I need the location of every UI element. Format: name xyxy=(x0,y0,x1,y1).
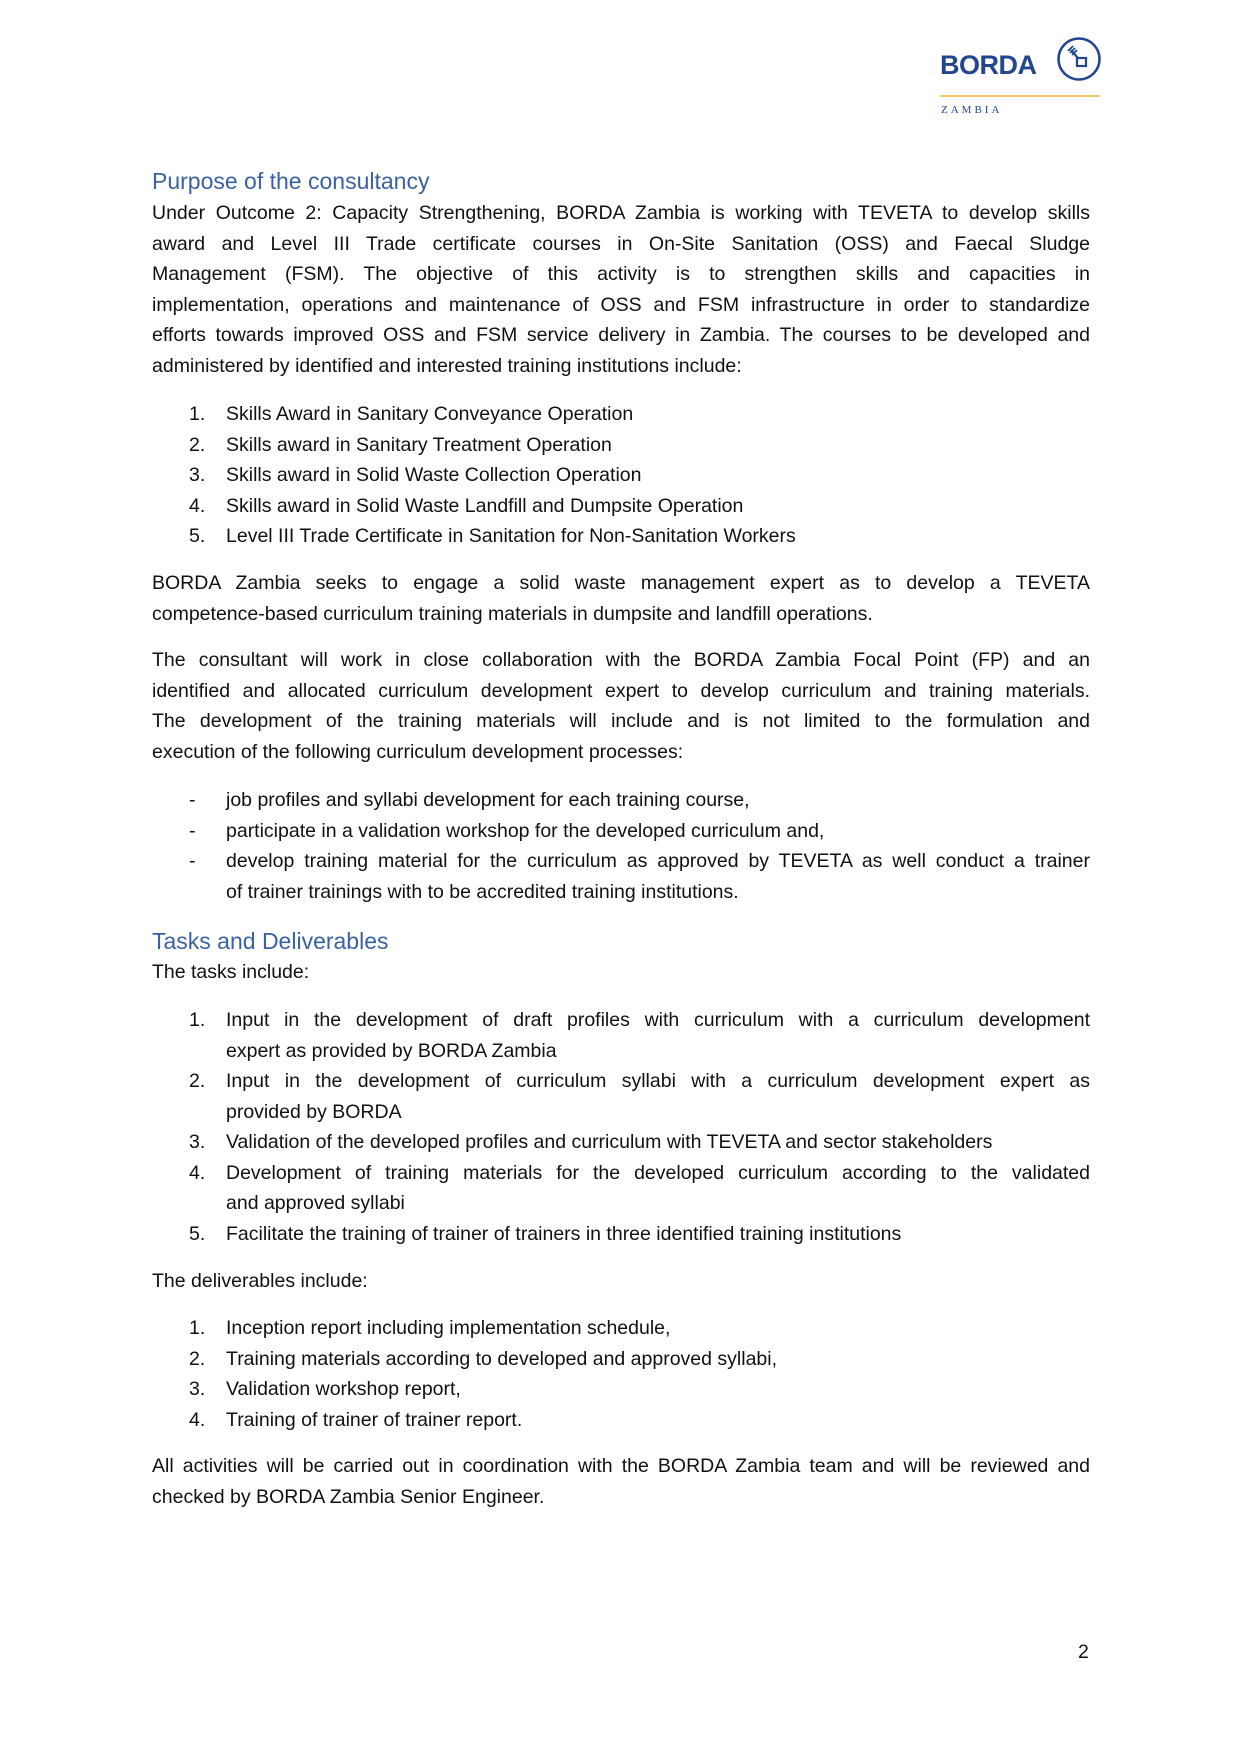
paragraph-line: The consultant will work in close collaboration with the BORDA Zambia Focal Point (FP) and an xyxy=(152,649,1090,671)
logo-divider xyxy=(940,95,1100,97)
list-item-text: Validation of the developed profiles and curriculum with TEVETA and sector stakeholders xyxy=(226,1131,993,1153)
list-item xyxy=(152,1344,1090,1375)
paragraph-line: The development of the training materials will include and is not limited to the formulation and xyxy=(152,710,1090,732)
processes-list xyxy=(152,785,1090,907)
tasks-list xyxy=(152,1005,1090,1249)
section-heading-tasks: Tasks and Deliverables xyxy=(152,928,389,954)
list-item xyxy=(152,491,1090,522)
list-item xyxy=(152,1374,1090,1405)
list-item xyxy=(152,399,1090,430)
paragraph-line: award and Level III Trade certificate courses in On-Site Sanitation (OSS) and Faecal Sludge xyxy=(152,232,1090,255)
list-item-text: participate in a validation workshop for the developed curriculum and, xyxy=(226,819,825,842)
list-item-text: develop training material for the curriculum as approved by TEVETA as well conduct a trainer xyxy=(226,850,1090,872)
list-number: 3. xyxy=(189,1131,206,1153)
list-item xyxy=(152,1405,1090,1436)
list-item-text: Training materials according to developed and approved syllabi, xyxy=(226,1347,778,1370)
list-item xyxy=(152,521,1090,552)
list-item-text: expert as provided by BORDA Zambia xyxy=(226,1039,557,1062)
borda-circle-brush-icon xyxy=(1056,36,1102,82)
list-number: 4. xyxy=(189,1161,206,1184)
list-item xyxy=(152,1066,1090,1127)
list-number: 2. xyxy=(189,1347,206,1370)
list-item xyxy=(152,460,1090,491)
paragraph-line: BORDA Zambia seeks to engage a solid waste management expert as to develop a TEVETA xyxy=(152,572,1090,594)
courses-list xyxy=(152,399,1090,552)
list-number: 4. xyxy=(189,494,206,517)
list-item-text: and approved syllabi xyxy=(226,1192,405,1214)
logo-wordmark: BORDA xyxy=(940,50,1037,80)
list-number: 5. xyxy=(189,1222,206,1245)
list-item xyxy=(152,1158,1090,1219)
list-number: 1. xyxy=(189,1009,206,1031)
list-item-text: Validation workshop report, xyxy=(226,1378,461,1400)
paragraph-line: identified and allocated curriculum development expert to develop curriculum and training materials. xyxy=(152,679,1090,702)
list-item xyxy=(152,785,1090,816)
list-item xyxy=(152,1219,1090,1250)
list-item-text: Level III Trade Certificate in Sanitation for Non-Sanitation Workers xyxy=(226,525,796,547)
list-item-text: Development of training materials for the developed curriculum according to the validated xyxy=(226,1161,1090,1184)
list-item-text: Training of trainer of trainer report. xyxy=(226,1408,523,1431)
list-number: 2. xyxy=(189,433,206,456)
paragraph-line: execution of the following curriculum development processes: xyxy=(152,740,684,763)
list-item-text: Inception report including implementation schedule, xyxy=(226,1317,671,1339)
list-item-text: Skills Award in Sanitary Conveyance Operation xyxy=(226,403,634,425)
deliverables-intro: The deliverables include: xyxy=(152,1270,368,1292)
section-heading-purpose: Purpose of the consultancy xyxy=(152,168,430,194)
paragraph-line: Management (FSM). The objective of this activity is to strengthen skills and capacities in xyxy=(152,263,1090,285)
list-number: 1. xyxy=(189,1317,206,1339)
engage-paragraph xyxy=(152,568,1090,629)
paragraph-line: checked by BORDA Zambia Senior Engineer. xyxy=(152,1485,545,1508)
paragraph-line: Under Outcome 2: Capacity Strengthening, BORDA Zambia is working with TEVETA to develop skills xyxy=(152,202,1090,224)
page-number: 2 xyxy=(1078,1641,1089,1663)
list-item-text: Skills award in Sanitary Treatment Operation xyxy=(226,433,612,456)
list-item-text: Skills award in Solid Waste Landfill and Dumpsite Operation xyxy=(226,494,744,517)
list-item xyxy=(152,1127,1090,1158)
paragraph-line: administered by identified and interested training institutions include: xyxy=(152,354,742,377)
deliverables-list xyxy=(152,1313,1090,1435)
dash-bullet: - xyxy=(189,789,196,811)
list-item-text: of trainer trainings with to be accredited training institutions. xyxy=(226,880,739,903)
list-item-text: provided by BORDA xyxy=(226,1100,402,1123)
list-item xyxy=(152,430,1090,461)
logo-subtitle: ZAMBIA xyxy=(941,104,1003,116)
list-item-text: Facilitate the training of trainer of trainers in three identified training institutions xyxy=(226,1222,902,1245)
list-number: 3. xyxy=(189,1378,206,1400)
borda-zambia-logo xyxy=(938,34,1108,124)
list-item-text: job profiles and syllabi development for each training course, xyxy=(226,789,750,811)
list-item xyxy=(152,816,1090,847)
list-item xyxy=(152,846,1090,907)
paragraph-line: competence-based curriculum training materials in dumpsite and landfill operations. xyxy=(152,602,873,625)
tasks-intro: The tasks include: xyxy=(152,961,310,983)
list-number: 5. xyxy=(189,525,206,547)
list-item-text: Skills award in Solid Waste Collection Operation xyxy=(226,464,642,486)
list-number: 3. xyxy=(189,464,206,486)
paragraph-line: implementation, operations and maintenance of OSS and FSM infrastructure in order to standardize xyxy=(152,293,1090,316)
purpose-intro-paragraph xyxy=(152,198,1090,381)
paragraph-line: efforts towards improved OSS and FSM service delivery in Zambia. The courses to be developed and xyxy=(152,324,1090,346)
list-item xyxy=(152,1005,1090,1066)
list-number: 2. xyxy=(189,1070,206,1092)
list-number: 4. xyxy=(189,1408,206,1431)
paragraph-line: All activities will be carried out in coordination with the BORDA Zambia team and will be reviewed and xyxy=(152,1455,1090,1477)
dash-bullet: - xyxy=(189,819,196,842)
list-number: 1. xyxy=(189,403,206,425)
dash-bullet: - xyxy=(189,850,196,872)
list-item xyxy=(152,1313,1090,1344)
list-item-text: Input in the development of draft profiles with curriculum with a curriculum development xyxy=(226,1009,1090,1031)
list-item-text: Input in the development of curriculum syllabi with a curriculum development expert as xyxy=(226,1070,1090,1092)
closing-paragraph xyxy=(152,1451,1090,1512)
collaboration-paragraph xyxy=(152,645,1090,767)
